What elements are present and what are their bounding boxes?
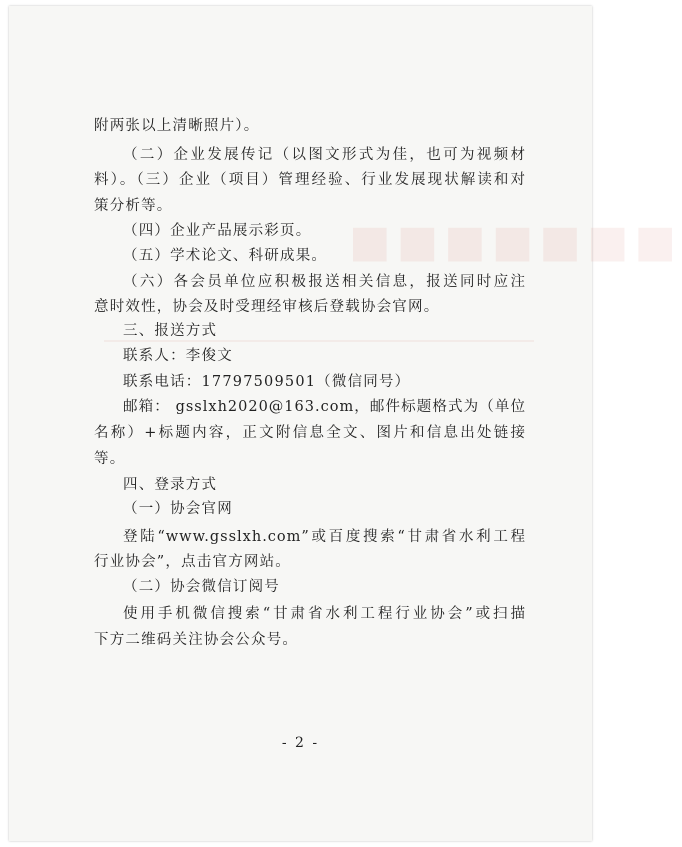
text-line-1: 附两张以上清晰照片）。: [94, 118, 260, 134]
contact-phone: 联系电话：17797509501（微信同号）: [123, 374, 411, 390]
text-line-4: 策分析等。: [94, 198, 173, 214]
text-line-20: 使用手机微信搜索“甘肃省水利工程行业协会”或扫描: [123, 606, 526, 622]
text-line-18: 行业协会”，点击官方网站。: [94, 554, 292, 570]
text-line-8: 意时效性，协会及时受理经审核后登载协会官网。: [94, 299, 440, 315]
contact-email: 邮箱： gsslxh2020@163.com，邮件标题格式为（单位: [123, 399, 526, 415]
section-heading-3: 三、报送方式: [123, 323, 218, 339]
section-heading-4: 四、登录方式: [123, 477, 218, 493]
text-line-21: 下方二维码关注协会公众号。: [94, 632, 299, 648]
text-line-2: （二）企业发展传记（以图文形式为佳，也可为视频材: [123, 147, 526, 163]
show-through-watermark: ■■■■■■■: [349, 216, 682, 267]
text-line-17: 登陆“www.gsslxh.com”或百度搜索“甘肃省水利工程: [123, 529, 526, 545]
page-number: - 2 -: [281, 735, 320, 751]
subheading-website: （一）协会官网: [123, 501, 233, 517]
subheading-wechat: （二）协会微信订阅号: [123, 579, 280, 595]
scanned-page: [9, 6, 682, 841]
text-line-6: （五）学术论文、科研成果。: [123, 248, 328, 264]
contact-person: 联系人：李俊文: [123, 348, 233, 364]
text-line-3: 料）。（三）企业（项目）管理经验、行业发展现状解读和对: [94, 172, 526, 188]
text-line-13: 名称）+标题内容，正文附信息全文、图片和信息出处链接: [94, 425, 526, 441]
text-line-7: （六）各会员单位应积极报送相关信息，报送同时应注: [123, 274, 526, 290]
text-line-5: （四）企业产品展示彩页。: [123, 223, 312, 239]
text-line-14: 等。: [94, 451, 126, 467]
document-body: [9, 6, 592, 841]
